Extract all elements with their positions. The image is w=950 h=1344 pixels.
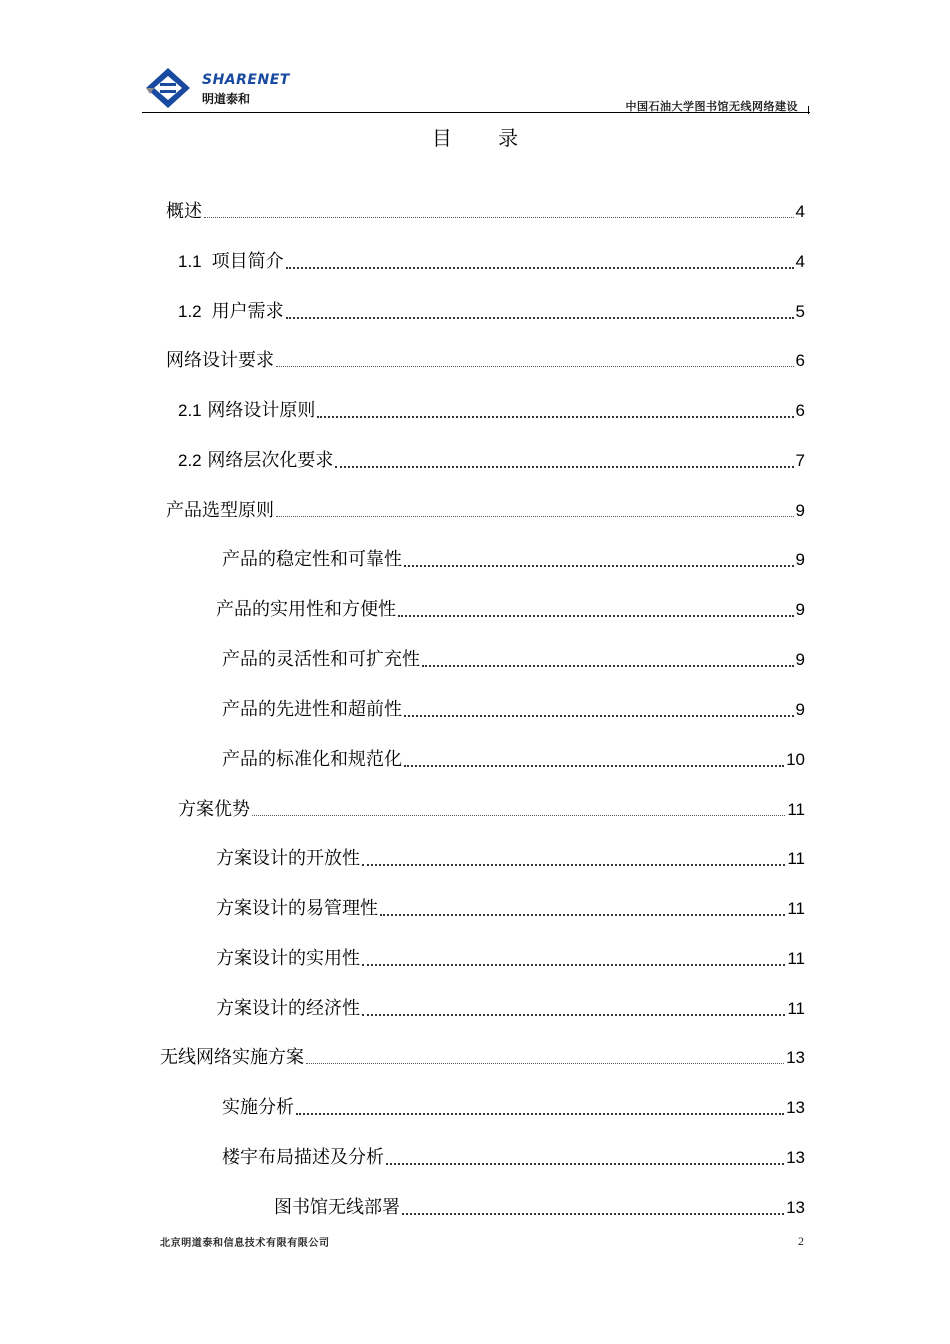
toc-page-number: 4	[795, 252, 805, 271]
toc-leader	[276, 366, 794, 367]
brand-name-cn: 明道泰和	[202, 92, 251, 106]
toc-page-number: 7	[795, 451, 805, 470]
toc-entry[interactable]	[216, 895, 805, 921]
sharenet-logo-icon	[142, 66, 194, 110]
toc-page-number: 9	[795, 700, 805, 719]
toc-title: 目 录	[431, 126, 539, 150]
toc-page-number: 11	[787, 899, 805, 918]
toc-entry-number: 2.2	[178, 451, 202, 470]
toc-leader	[286, 317, 794, 319]
toc-entry-text: 方案优势	[178, 799, 250, 820]
toc-page-number: 9	[795, 650, 805, 669]
toc-page-number: 6	[795, 351, 805, 370]
toc-entry[interactable]	[222, 746, 805, 772]
toc-leader	[386, 1163, 784, 1165]
toc-entry-text: 图书馆无线部署	[274, 1197, 400, 1218]
toc-page-number: 10	[786, 750, 805, 769]
toc-entry-text: 网络层次化要求	[207, 450, 334, 471]
toc-leader	[252, 815, 785, 816]
toc-leader	[404, 565, 794, 567]
toc-page-number: 13	[786, 1048, 805, 1067]
toc-leader	[362, 964, 785, 966]
toc-entry[interactable]	[222, 1094, 805, 1120]
toc-entry[interactable]	[222, 1144, 805, 1170]
toc-entry-text: 楼宇布局描述及分析	[222, 1147, 384, 1168]
toc-leader	[404, 715, 794, 717]
toc-entry-text: 网络设计原则	[207, 400, 316, 421]
toc-entry[interactable]	[166, 347, 805, 373]
toc-leader	[402, 1213, 784, 1215]
toc-entry[interactable]	[216, 845, 805, 871]
toc-entry[interactable]	[178, 397, 805, 423]
page-header	[142, 62, 812, 112]
toc-page-number: 11	[787, 800, 805, 819]
brand-name: SHARENET	[202, 72, 290, 88]
toc-page-number: 4	[795, 202, 805, 221]
toc-entry[interactable]	[274, 1194, 805, 1220]
toc-entry[interactable]	[178, 447, 805, 473]
toc-entry-text: 网络设计要求	[166, 350, 274, 371]
toc-entry[interactable]	[178, 248, 805, 274]
toc-page-number: 13	[786, 1098, 805, 1117]
toc-page-number: 11	[787, 849, 805, 868]
toc-leader	[362, 864, 785, 866]
toc-entry[interactable]	[222, 696, 805, 722]
toc-leader	[398, 615, 794, 617]
toc-leader	[204, 217, 794, 218]
toc-entry-number: 1.1	[178, 252, 202, 271]
toc-page-number: 6	[795, 401, 805, 420]
toc-entry-text: 产品的标准化和规范化	[222, 749, 402, 770]
toc-entry-text: 产品选型原则	[166, 500, 274, 521]
toc-page-number: 13	[786, 1198, 805, 1217]
toc-entry[interactable]	[222, 546, 805, 572]
toc-leader	[296, 1113, 784, 1115]
document-title: 中国石油大学图书馆无线网络建设	[625, 100, 798, 113]
toc-entry[interactable]	[160, 1044, 805, 1070]
toc-entry-text: 方案设计的实用性	[216, 948, 360, 969]
toc-entry-number: 2.1	[178, 401, 202, 420]
toc-entry-text: 方案设计的开放性	[216, 848, 360, 869]
toc-entry-number: 1.2	[178, 302, 202, 321]
toc-entry[interactable]	[216, 945, 805, 971]
toc-entry[interactable]	[178, 298, 805, 324]
toc-page-number: 11	[787, 999, 805, 1018]
toc-page-number: 9	[795, 501, 805, 520]
toc-page-number: 5	[795, 302, 805, 321]
toc-entry-text: 产品的实用性和方便性	[216, 599, 396, 620]
toc-entry[interactable]	[222, 646, 805, 672]
toc-entry[interactable]	[166, 497, 805, 523]
toc-leader	[306, 1063, 784, 1064]
toc-entry[interactable]	[166, 198, 805, 224]
toc-entry-text: 用户需求	[211, 301, 284, 322]
toc-leader	[276, 516, 794, 517]
toc-entry-text: 产品的稳定性和可靠性	[222, 549, 402, 570]
toc-entry-text: 无线网络实施方案	[160, 1047, 304, 1068]
toc-entry-text: 方案设计的易管理性	[216, 898, 378, 919]
toc-leader	[404, 765, 784, 767]
toc-page-number: 9	[795, 550, 805, 569]
toc-entry-text: 产品的灵活性和可扩充性	[222, 649, 420, 670]
toc-leader	[362, 1014, 785, 1016]
footer-company: 北京明道泰和信息技术有限有限公司	[160, 1238, 330, 1249]
toc-entry[interactable]	[216, 995, 805, 1021]
toc-entry-text: 产品的先进性和超前性	[222, 699, 402, 720]
toc-leader	[380, 914, 785, 916]
header-divider-tick	[808, 106, 809, 114]
toc-leader	[317, 416, 793, 418]
header-divider	[142, 112, 810, 113]
footer-page-number: 2	[798, 1234, 804, 1248]
toc-leader	[286, 267, 794, 269]
toc-page-number: 9	[795, 600, 805, 619]
toc-entry-text: 实施分析	[222, 1097, 294, 1118]
toc-entry-text: 项目简介	[211, 251, 284, 272]
toc-entry[interactable]	[178, 796, 805, 822]
toc-page-number: 11	[787, 949, 805, 968]
toc-entry[interactable]	[216, 596, 805, 622]
toc-entry-text: 方案设计的经济性	[216, 998, 360, 1019]
toc-leader	[422, 665, 794, 667]
toc-leader	[335, 466, 793, 468]
toc-page-number: 13	[786, 1148, 805, 1167]
toc-entry-text: 概述	[166, 201, 202, 222]
